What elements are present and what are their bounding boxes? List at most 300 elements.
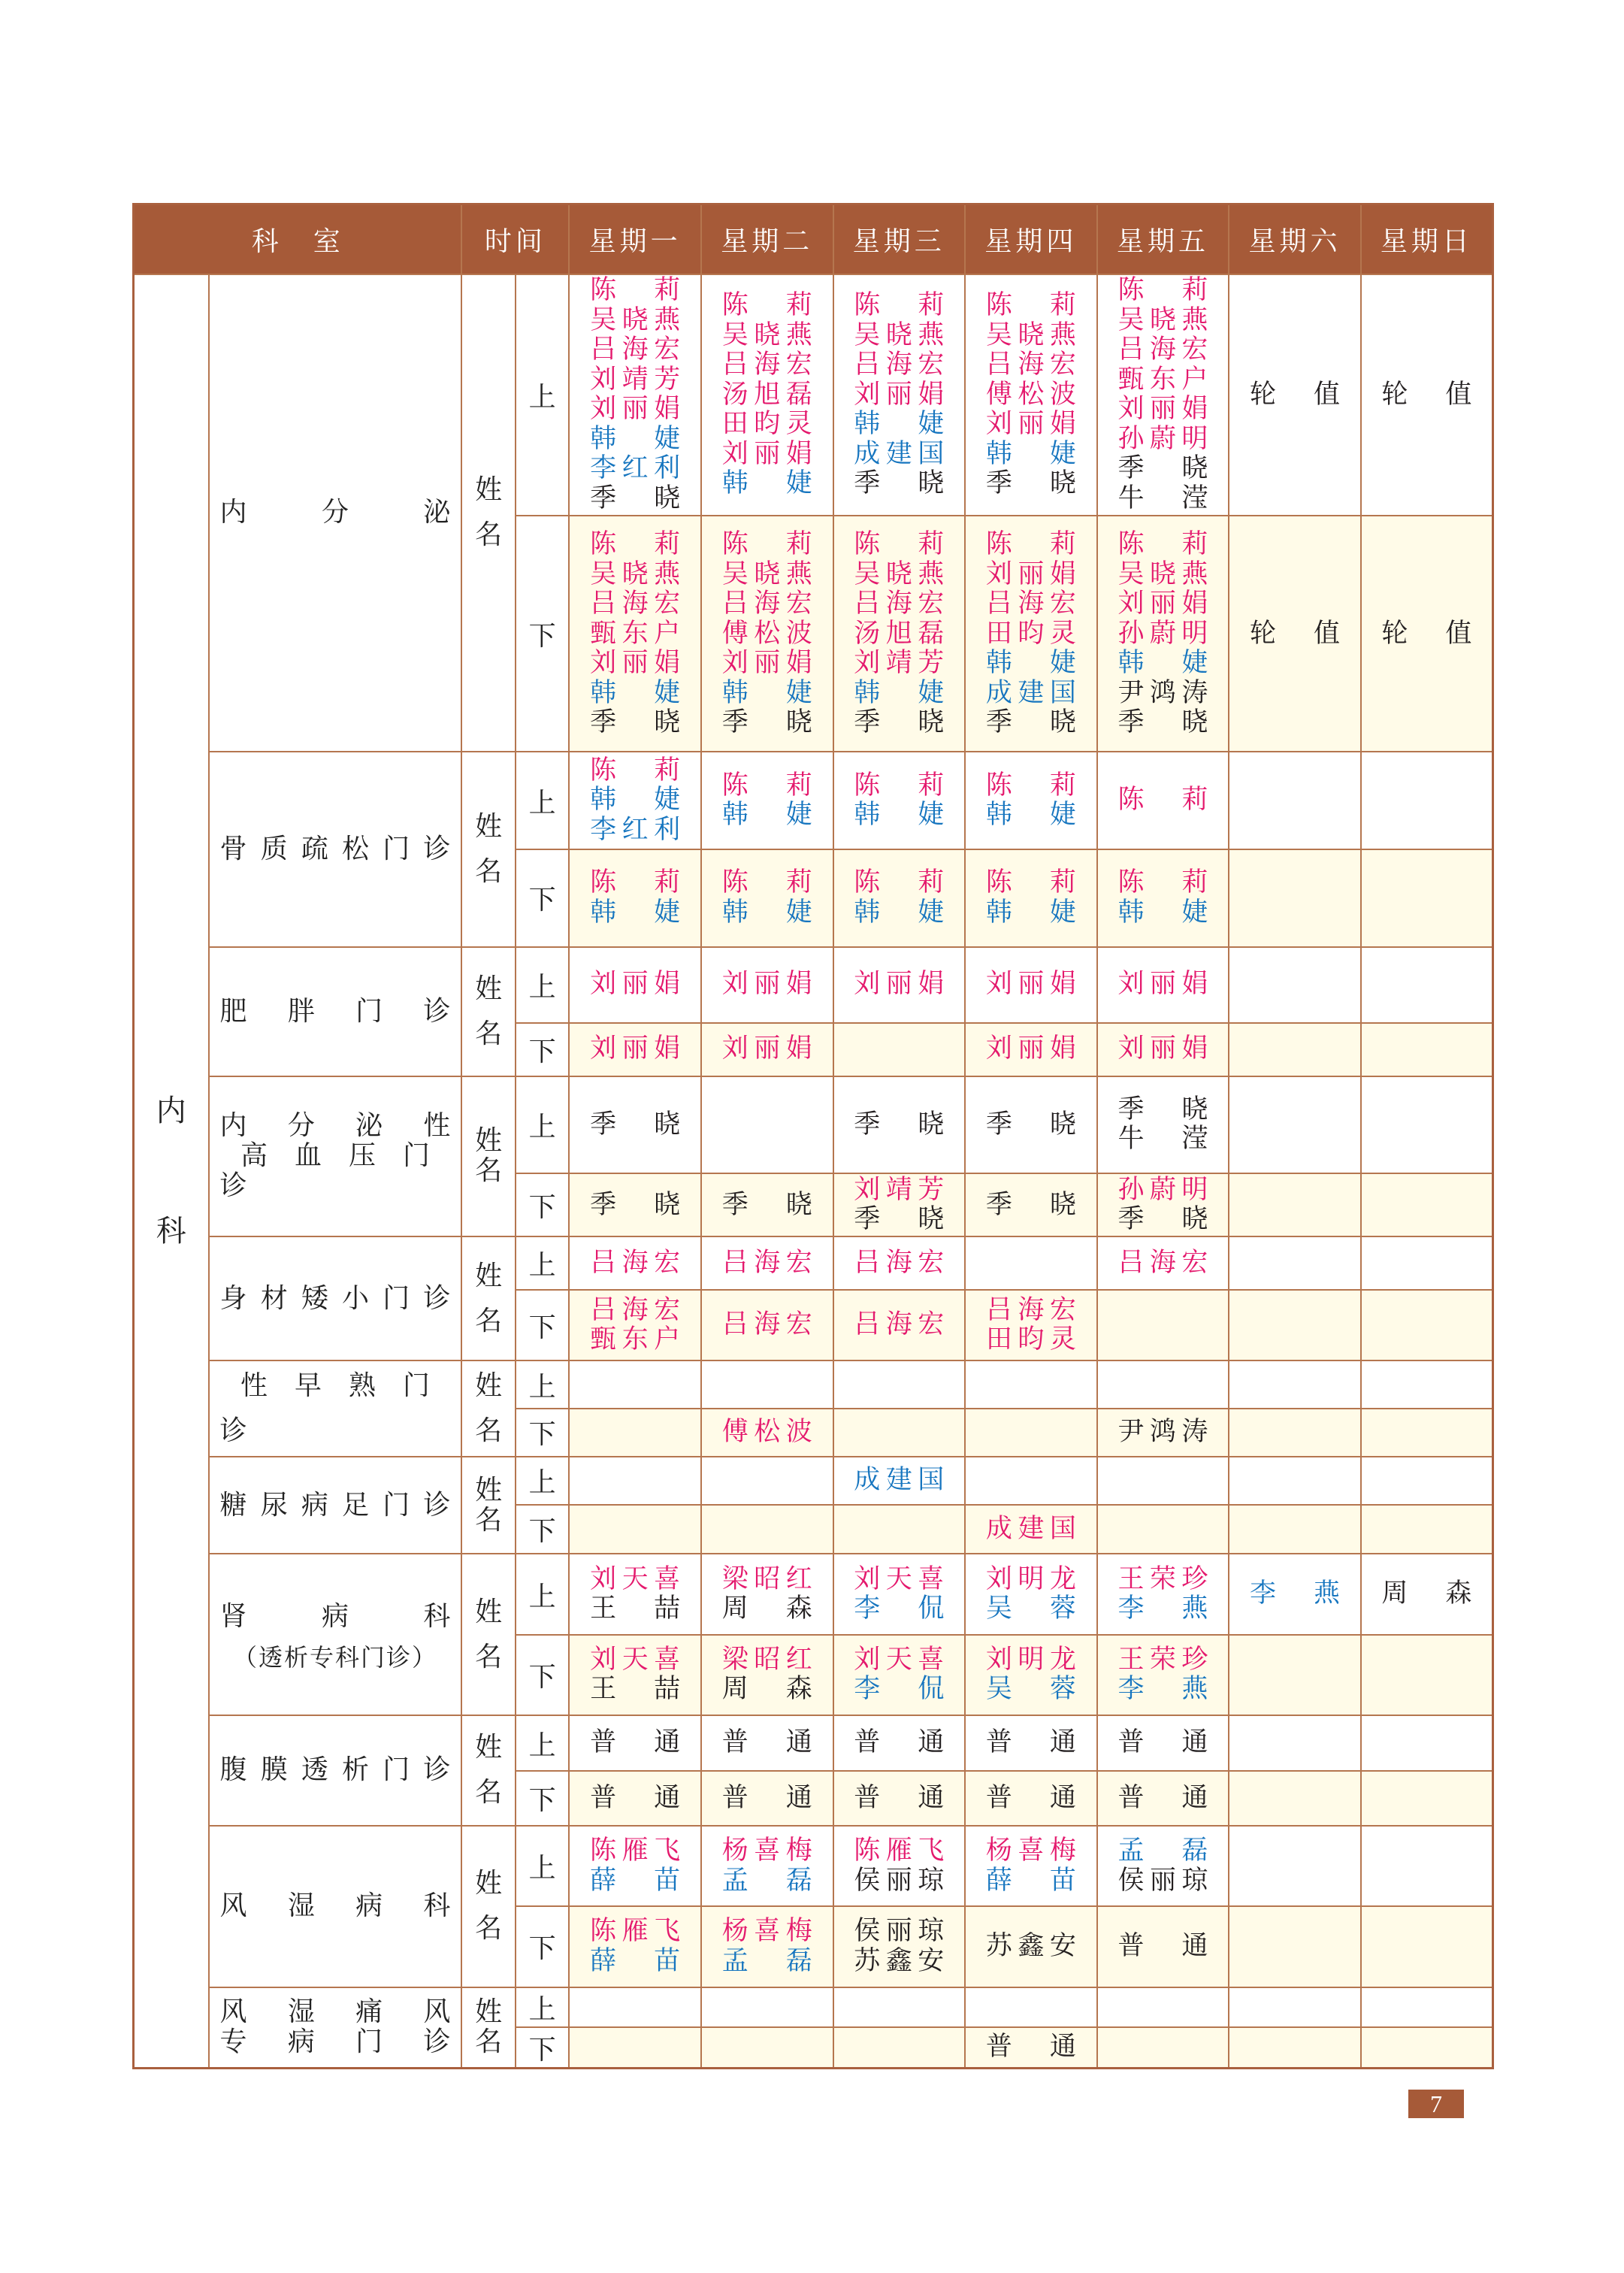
doctor-name: 孙蔚明 bbox=[1117, 423, 1208, 454]
doctor-name: 田昀灵 bbox=[721, 409, 812, 440]
schedule-cell bbox=[569, 516, 701, 752]
schedule-cell bbox=[965, 1906, 1097, 1987]
doctor-name: 刘靖芳 bbox=[854, 648, 945, 679]
doctor-name: 王荣珍 bbox=[1117, 1644, 1208, 1675]
schedule-cell bbox=[701, 2027, 833, 2068]
schedule-cell bbox=[965, 1554, 1097, 1634]
doctor-name: 甄东户 bbox=[590, 618, 681, 649]
day-header: 星期三 bbox=[833, 204, 966, 274]
doctor-name: 吕海宏 bbox=[854, 350, 945, 380]
schedule-cell bbox=[1097, 1715, 1229, 1771]
pm-label: 下 bbox=[516, 2027, 569, 2068]
schedule-cell bbox=[1229, 274, 1361, 516]
doctor-name: 普 通 bbox=[854, 1782, 945, 1813]
schedule-cell bbox=[569, 1173, 701, 1236]
doctor-name: 普 通 bbox=[985, 1782, 1076, 1813]
doctor-name: 刘天喜 bbox=[590, 1644, 681, 1675]
doctor-name: 周 森 bbox=[721, 1594, 812, 1624]
doctor-name: 季 晓 bbox=[985, 1189, 1076, 1220]
schedule-cell bbox=[569, 1505, 701, 1554]
doctor-name: 吴晓燕 bbox=[854, 319, 945, 350]
doctor-name: 李红利 bbox=[590, 814, 681, 845]
schedule-cell bbox=[1361, 752, 1493, 849]
schedule-cell bbox=[701, 1173, 833, 1236]
am-label: 上 bbox=[516, 1554, 569, 1634]
department-name bbox=[209, 947, 462, 1076]
name-label-char: 名 bbox=[475, 1155, 503, 1187]
day-header: 星期六 bbox=[1229, 204, 1361, 274]
doctor-name: 刘丽娟 bbox=[1117, 589, 1208, 619]
am-label: 上 bbox=[516, 1076, 569, 1174]
schedule-cell bbox=[569, 1409, 701, 1457]
doctor-name: 牛 滢 bbox=[1117, 483, 1208, 513]
doctor-name: 吕海宏 bbox=[854, 1247, 945, 1278]
schedule-cell bbox=[1361, 1987, 1493, 2028]
name-label-char: 名 bbox=[475, 1018, 503, 1049]
schedule-cell bbox=[965, 1987, 1097, 2028]
pm-label: 下 bbox=[516, 1505, 569, 1554]
schedule-cell bbox=[965, 516, 1097, 752]
schedule-cell bbox=[1097, 1290, 1229, 1360]
schedule-cell bbox=[1361, 1906, 1493, 1987]
department-name-line: 骨质疏松门诊 bbox=[219, 833, 451, 864]
name-label-char: 姓 bbox=[475, 1732, 503, 1763]
schedule-cell bbox=[701, 1715, 833, 1771]
doctor-name: 韩 婕 bbox=[1117, 897, 1208, 928]
schedule-cell bbox=[1097, 516, 1229, 752]
department-name bbox=[209, 1236, 462, 1360]
schedule-cell bbox=[569, 1635, 701, 1715]
schedule-cell bbox=[701, 1457, 833, 1505]
doctor-name: 陈 莉 bbox=[1117, 275, 1208, 306]
doctor-name: 吕海宏 bbox=[590, 1294, 681, 1325]
am-label: 上 bbox=[516, 274, 569, 516]
am-label: 上 bbox=[516, 1715, 569, 1771]
name-label-char: 名 bbox=[475, 1641, 503, 1672]
schedule-cell bbox=[701, 516, 833, 752]
dept-col-header: 科 室 bbox=[134, 204, 462, 274]
schedule-cell bbox=[965, 1409, 1097, 1457]
doctor-name: 韩 婕 bbox=[854, 897, 945, 928]
schedule-cell bbox=[1361, 1505, 1493, 1554]
doctor-name: 刘明龙 bbox=[985, 1563, 1076, 1594]
doctor-name: 李红利 bbox=[590, 453, 681, 484]
schedule-cell bbox=[965, 274, 1097, 516]
schedule-cell bbox=[833, 849, 966, 947]
name-label bbox=[461, 947, 515, 1076]
doctor-name: 侯丽琼 bbox=[1117, 1865, 1208, 1896]
schedule-cell bbox=[701, 947, 833, 1023]
department-name-line: 身材矮小门诊 bbox=[219, 1282, 451, 1314]
schedule-cell bbox=[965, 1635, 1097, 1715]
doctor-name: 陈 莉 bbox=[854, 290, 945, 321]
doctor-name: 薛 苗 bbox=[590, 1865, 681, 1896]
doctor-name: 傅松波 bbox=[721, 618, 812, 649]
day-header: 星期一 bbox=[569, 204, 701, 274]
doctor-name: 刘丽娟 bbox=[985, 409, 1076, 440]
name-label-char: 名 bbox=[475, 1777, 503, 1808]
doctor-name: 普 通 bbox=[1117, 1727, 1208, 1758]
schedule-cell bbox=[1097, 1635, 1229, 1715]
doctor-name: 普 通 bbox=[721, 1727, 812, 1758]
schedule-cell bbox=[1229, 516, 1361, 752]
schedule-cell bbox=[1097, 1360, 1229, 1409]
doctor-name: 杨喜梅 bbox=[721, 1836, 812, 1866]
name-label-char: 姓 bbox=[475, 1474, 503, 1506]
schedule-cell bbox=[833, 1715, 966, 1771]
doctor-name: 田昀灵 bbox=[985, 1324, 1076, 1355]
schedule-cell bbox=[569, 1360, 701, 1409]
doctor-name: 吴 蓉 bbox=[985, 1594, 1076, 1624]
doctor-name: 陈 莉 bbox=[1117, 867, 1208, 898]
doctor-name: 刘丽娟 bbox=[985, 1034, 1076, 1064]
schedule-cell bbox=[1097, 849, 1229, 947]
day-header: 星期四 bbox=[965, 204, 1097, 274]
doctor-name: 韩 婕 bbox=[590, 423, 681, 454]
doctor-name: 韩 婕 bbox=[854, 800, 945, 831]
schedule-cell bbox=[1229, 752, 1361, 849]
schedule-cell bbox=[1097, 274, 1229, 516]
schedule-cell bbox=[569, 1457, 701, 1505]
name-label-char: 名 bbox=[475, 1305, 503, 1336]
am-label: 上 bbox=[516, 752, 569, 849]
schedule-cell bbox=[1097, 1173, 1229, 1236]
schedule-cell bbox=[965, 849, 1097, 947]
schedule-cell bbox=[1361, 1635, 1493, 1715]
schedule-cell bbox=[701, 1987, 833, 2028]
doctor-name: 尹鸿涛 bbox=[1117, 1417, 1208, 1448]
schedule-cell bbox=[833, 1023, 966, 1076]
doctor-name: 轮 值 bbox=[1381, 618, 1472, 649]
doctor-name: 王 喆 bbox=[590, 1674, 681, 1705]
doctor-name: 季 晓 bbox=[985, 707, 1076, 738]
doctor-name: 李 燕 bbox=[1250, 1578, 1341, 1609]
doctor-name: 季 晓 bbox=[590, 1189, 681, 1220]
doctor-name: 田昀灵 bbox=[985, 618, 1076, 649]
name-label bbox=[461, 1987, 515, 2069]
schedule-cell bbox=[569, 1076, 701, 1174]
doctor-name: 苏鑫安 bbox=[985, 1931, 1076, 1962]
schedule-cell bbox=[965, 752, 1097, 849]
schedule-cell bbox=[965, 1173, 1097, 1236]
doctor-name: 普 通 bbox=[985, 2032, 1076, 2063]
doctor-name: 刘天喜 bbox=[854, 1563, 945, 1594]
schedule-cell bbox=[701, 1635, 833, 1715]
schedule-cell bbox=[965, 1290, 1097, 1360]
schedule-body bbox=[134, 274, 1493, 2069]
department-name bbox=[209, 752, 462, 946]
doctor-name: 刘丽娟 bbox=[854, 969, 945, 1000]
doctor-name: 孙蔚明 bbox=[1117, 618, 1208, 649]
department-name bbox=[209, 274, 462, 752]
doctor-name: 刘丽娟 bbox=[721, 438, 812, 469]
doctor-name: 陈雁飞 bbox=[590, 1916, 681, 1947]
schedule-cell bbox=[569, 1023, 701, 1076]
schedule-cell bbox=[1229, 1236, 1361, 1290]
doctor-name: 王 喆 bbox=[590, 1594, 681, 1624]
section-label-char: 内 bbox=[156, 1093, 186, 1128]
name-label-char: 姓 bbox=[475, 973, 503, 1004]
name-label-char: 姓 bbox=[475, 1596, 503, 1627]
name-label bbox=[461, 1236, 515, 1360]
schedule-cell bbox=[569, 1236, 701, 1290]
doctor-name: 韩 婕 bbox=[854, 409, 945, 440]
doctor-name: 刘丽娟 bbox=[985, 558, 1076, 589]
schedule-cell bbox=[1361, 1290, 1493, 1360]
schedule-cell bbox=[1361, 2027, 1493, 2068]
doctor-name: 韩 婕 bbox=[721, 800, 812, 831]
name-label-char: 姓 bbox=[475, 1868, 503, 1899]
schedule-cell bbox=[701, 274, 833, 516]
table-row bbox=[134, 752, 1493, 849]
schedule-cell bbox=[1097, 2027, 1229, 2068]
doctor-name: 成建国 bbox=[854, 438, 945, 469]
schedule-cell bbox=[569, 947, 701, 1023]
doctor-name: 陈 莉 bbox=[590, 755, 681, 785]
doctor-name: 周 森 bbox=[1381, 1578, 1472, 1609]
doctor-name: 韩 婕 bbox=[721, 677, 812, 708]
schedule-cell bbox=[965, 1505, 1097, 1554]
doctor-name: 刘丽娟 bbox=[1117, 394, 1208, 425]
department-name-line: 风 湿 痛 风 bbox=[219, 1996, 451, 2028]
doctor-name: 孟 磊 bbox=[1117, 1836, 1208, 1866]
doctor-name: 吕海宏 bbox=[721, 1309, 812, 1340]
schedule-cell bbox=[965, 1236, 1097, 1290]
doctor-name: 季 晓 bbox=[721, 1189, 812, 1220]
schedule-cell bbox=[1229, 1290, 1361, 1360]
schedule-cell bbox=[833, 1360, 966, 1409]
schedule-cell bbox=[1097, 947, 1229, 1023]
name-label-char: 名 bbox=[475, 1504, 503, 1536]
doctor-name: 轮 值 bbox=[1381, 379, 1472, 410]
doctor-name: 刘丽娟 bbox=[1117, 969, 1208, 1000]
schedule-cell bbox=[833, 752, 966, 849]
schedule-cell bbox=[701, 1771, 833, 1826]
department-subtitle: （透析专科门诊） bbox=[232, 1642, 437, 1672]
am-label: 上 bbox=[516, 1236, 569, 1290]
table-row bbox=[134, 1715, 1493, 1771]
time-col-header: 时间 bbox=[461, 204, 569, 274]
name-label-char: 名 bbox=[475, 855, 503, 887]
doctor-name: 韩 婕 bbox=[1117, 648, 1208, 679]
doctor-name: 季 晓 bbox=[854, 1204, 945, 1235]
schedule-cell bbox=[1229, 1987, 1361, 2028]
doctor-name: 成建国 bbox=[985, 677, 1076, 708]
schedule-cell bbox=[833, 1173, 966, 1236]
name-label-char: 名 bbox=[475, 2026, 503, 2058]
schedule-cell bbox=[965, 947, 1097, 1023]
doctor-name: 陈 莉 bbox=[721, 770, 812, 801]
schedule-cell bbox=[1361, 849, 1493, 947]
doctor-name: 吴晓燕 bbox=[985, 319, 1076, 350]
doctor-name: 吴晓燕 bbox=[721, 319, 812, 350]
doctor-name: 普 通 bbox=[721, 1782, 812, 1813]
pm-label: 下 bbox=[516, 1290, 569, 1360]
department-name-line: 内 分 泌 性 bbox=[219, 1110, 451, 1142]
doctor-name: 普 通 bbox=[854, 1727, 945, 1758]
schedule-cell bbox=[833, 1906, 966, 1987]
schedule-cell bbox=[1361, 1771, 1493, 1826]
doctor-name: 普 通 bbox=[1117, 1782, 1208, 1813]
doctor-name: 陈 莉 bbox=[721, 529, 812, 560]
department-name-line: 糖尿病足门诊 bbox=[219, 1489, 451, 1521]
schedule-cell bbox=[1229, 1826, 1361, 1906]
schedule-cell bbox=[965, 1076, 1097, 1174]
doctor-name: 韩 婕 bbox=[985, 897, 1076, 928]
schedule-cell bbox=[1361, 1076, 1493, 1174]
doctor-name: 韩 婕 bbox=[985, 648, 1076, 679]
schedule-cell bbox=[701, 1906, 833, 1987]
doctor-name: 吕海宏 bbox=[721, 1247, 812, 1278]
schedule-cell bbox=[1097, 1076, 1229, 1174]
schedule-cell bbox=[1361, 1023, 1493, 1076]
department-name-line: 高 血 压 门 诊 bbox=[219, 1140, 457, 1202]
doctor-name: 韩 婕 bbox=[854, 677, 945, 708]
doctor-name: 吕海宏 bbox=[721, 350, 812, 380]
department-name-line: 性 早 熟 门 诊 bbox=[219, 1370, 457, 1447]
doctor-name: 陈 莉 bbox=[985, 529, 1076, 560]
doctor-name: 成建国 bbox=[854, 1465, 945, 1496]
doctor-name: 陈 莉 bbox=[1117, 785, 1208, 816]
schedule-cell bbox=[569, 849, 701, 947]
schedule-cell bbox=[965, 1360, 1097, 1409]
pm-label: 下 bbox=[516, 1906, 569, 1987]
doctor-name: 孟 磊 bbox=[721, 1865, 812, 1896]
schedule-cell bbox=[1097, 1236, 1229, 1290]
doctor-name: 季 晓 bbox=[590, 483, 681, 513]
doctor-name: 季 晓 bbox=[590, 1109, 681, 1140]
doctor-name: 尹鸿涛 bbox=[1117, 677, 1208, 708]
doctor-name: 普 通 bbox=[1117, 1931, 1208, 1962]
schedule-cell bbox=[833, 1987, 966, 2028]
schedule-cell bbox=[701, 752, 833, 849]
doctor-name: 陈 莉 bbox=[854, 867, 945, 898]
name-label bbox=[461, 752, 515, 946]
doctor-name: 刘丽娟 bbox=[1117, 1034, 1208, 1064]
doctor-name: 刘天喜 bbox=[854, 1644, 945, 1675]
table-row bbox=[134, 1554, 1493, 1634]
doctor-name: 吕海宏 bbox=[854, 589, 945, 619]
schedule-cell bbox=[1361, 947, 1493, 1023]
schedule-cell bbox=[701, 1076, 833, 1174]
section-label bbox=[134, 274, 209, 2069]
schedule-cell bbox=[965, 1771, 1097, 1826]
schedule-cell bbox=[833, 1771, 966, 1826]
name-label bbox=[461, 1554, 515, 1715]
pm-label: 下 bbox=[516, 1409, 569, 1457]
doctor-name: 吕海宏 bbox=[854, 1309, 945, 1340]
schedule-cell bbox=[1097, 1505, 1229, 1554]
doctor-name: 普 通 bbox=[590, 1727, 681, 1758]
name-label-char: 姓 bbox=[475, 1996, 503, 2028]
name-label bbox=[461, 1360, 515, 1457]
department-name-line: 内 分 泌 bbox=[219, 497, 451, 528]
doctor-name: 吕海宏 bbox=[1117, 1247, 1208, 1278]
doctor-name: 季 晓 bbox=[590, 707, 681, 738]
doctor-name: 季 晓 bbox=[985, 468, 1076, 499]
doctor-name: 刘丽娟 bbox=[721, 1034, 812, 1064]
schedule-cell bbox=[1361, 1409, 1493, 1457]
department-name bbox=[209, 1987, 462, 2069]
name-label-char: 名 bbox=[475, 519, 503, 551]
schedule-cell bbox=[569, 1554, 701, 1634]
doctor-name: 李 燕 bbox=[1117, 1674, 1208, 1705]
doctor-name: 牛 滢 bbox=[1117, 1124, 1208, 1155]
schedule-cell bbox=[1361, 1360, 1493, 1409]
doctor-name: 吕海宏 bbox=[590, 1247, 681, 1278]
doctor-name: 刘靖芳 bbox=[854, 1174, 945, 1205]
doctor-name: 轮 值 bbox=[1250, 379, 1341, 410]
department-name-line: 专 病 门 诊 bbox=[219, 2026, 451, 2058]
doctor-name: 吴 蓉 bbox=[985, 1674, 1076, 1705]
schedule-cell bbox=[701, 1360, 833, 1409]
schedule-cell bbox=[1229, 1554, 1361, 1634]
schedule-cell bbox=[833, 1505, 966, 1554]
doctor-name: 刘天喜 bbox=[590, 1563, 681, 1594]
schedule-cell bbox=[833, 2027, 966, 2068]
schedule-cell bbox=[1229, 1771, 1361, 1826]
am-label: 上 bbox=[516, 1457, 569, 1505]
doctor-name: 甄东户 bbox=[590, 1324, 681, 1355]
pm-label: 下 bbox=[516, 1023, 569, 1076]
doctor-name: 吴晓燕 bbox=[1117, 558, 1208, 589]
doctor-name: 刘丽娟 bbox=[721, 648, 812, 679]
schedule-cell bbox=[569, 274, 701, 516]
doctor-name: 陈 莉 bbox=[854, 770, 945, 801]
doctor-name: 陈 莉 bbox=[985, 867, 1076, 898]
schedule-cell bbox=[569, 1906, 701, 1987]
schedule-cell bbox=[1229, 1173, 1361, 1236]
schedule-cell bbox=[569, 752, 701, 849]
schedule-cell bbox=[569, 1987, 701, 2028]
schedule-cell bbox=[833, 1236, 966, 1290]
schedule-cell bbox=[1229, 1409, 1361, 1457]
doctor-name: 梁昭红 bbox=[721, 1563, 812, 1594]
doctor-name: 刘丽娟 bbox=[590, 1034, 681, 1064]
schedule-table bbox=[132, 203, 1494, 2069]
schedule-cell bbox=[833, 516, 966, 752]
doctor-name: 吕海宏 bbox=[721, 589, 812, 619]
doctor-name: 普 通 bbox=[985, 1727, 1076, 1758]
department-name bbox=[209, 1715, 462, 1826]
table-row bbox=[134, 1360, 1493, 1409]
name-label-char: 姓 bbox=[475, 1125, 503, 1157]
department-name-line: 肾 病 科 bbox=[219, 1600, 451, 1632]
schedule-cell bbox=[1097, 1023, 1229, 1076]
doctor-name: 傅松波 bbox=[721, 1417, 812, 1448]
doctor-name: 陈 莉 bbox=[854, 529, 945, 560]
schedule-cell bbox=[1229, 1505, 1361, 1554]
doctor-name: 刘丽娟 bbox=[590, 394, 681, 425]
department-name bbox=[209, 1826, 462, 1987]
doctor-name: 杨喜梅 bbox=[721, 1916, 812, 1947]
page-number: 7 bbox=[1408, 2090, 1464, 2118]
doctor-name: 吴晓燕 bbox=[854, 558, 945, 589]
doctor-name: 刘丽娟 bbox=[721, 969, 812, 1000]
doctor-name: 吕海宏 bbox=[590, 589, 681, 619]
doctor-name: 季 晓 bbox=[854, 1109, 945, 1140]
doctor-name: 甄东户 bbox=[1117, 364, 1208, 395]
name-label bbox=[461, 274, 515, 752]
schedule-cell bbox=[1361, 1173, 1493, 1236]
schedule-cell bbox=[701, 1290, 833, 1360]
day-header: 星期二 bbox=[701, 204, 833, 274]
doctor-name: 韩 婕 bbox=[985, 438, 1076, 469]
pm-label: 下 bbox=[516, 516, 569, 752]
schedule-cell bbox=[569, 1771, 701, 1826]
doctor-name: 王荣珍 bbox=[1117, 1563, 1208, 1594]
table-row bbox=[134, 1987, 1493, 2028]
